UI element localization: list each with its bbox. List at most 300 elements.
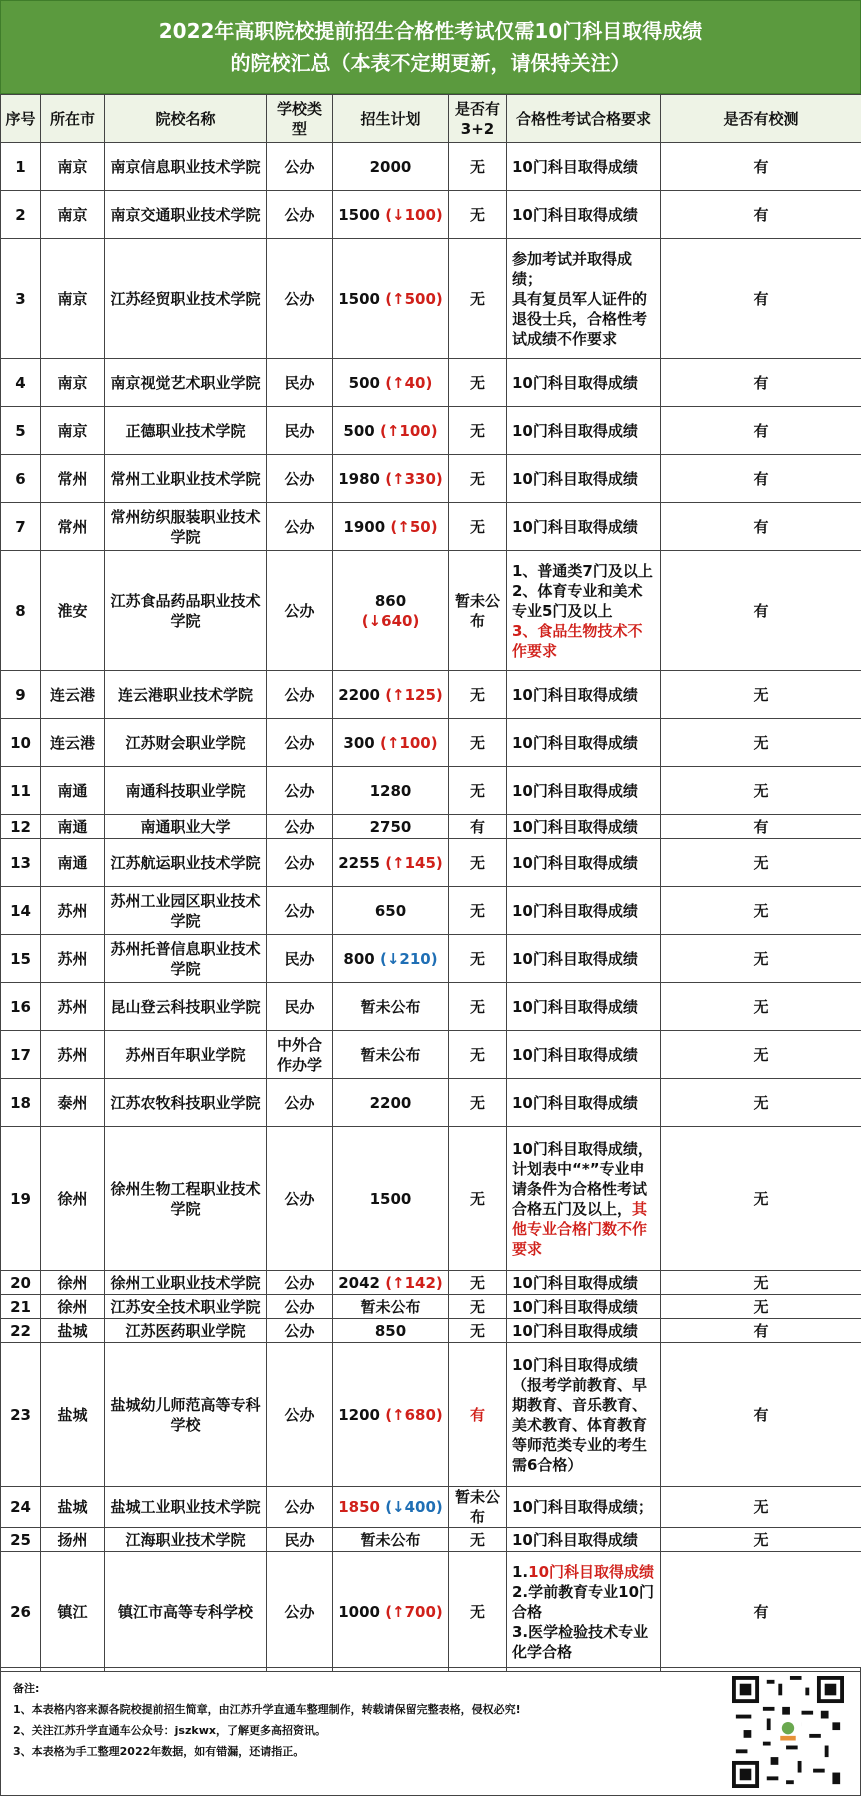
has-3plus2: 无 <box>469 469 485 488</box>
school-name: 江苏财会职业学院 <box>125 733 246 752</box>
has-school-test: 有 <box>753 517 769 536</box>
cell-requirement <box>507 407 661 455</box>
cell-city <box>41 671 105 719</box>
school-type: 公办 <box>284 685 315 704</box>
requirement-text: 10门科目取得成绩 <box>512 1321 638 1340</box>
school-name: 常州纺织服装职业技术学院 <box>110 507 261 546</box>
cell-no <box>1 983 41 1031</box>
cell-3plus2 <box>449 1079 507 1127</box>
cell-plan <box>333 1343 449 1487</box>
plan-change: (↑142) <box>385 1273 443 1292</box>
cell-test <box>661 143 861 191</box>
cell-3plus2 <box>449 407 507 455</box>
cell-school <box>105 503 267 551</box>
plan-change: (↑500) <box>385 289 443 308</box>
cell-type <box>267 1487 333 1528</box>
cell-no <box>1 503 41 551</box>
has-school-test: 无 <box>753 733 769 752</box>
table-row <box>1 1528 861 1552</box>
cell-plan <box>333 839 449 887</box>
cell-requirement <box>507 1079 661 1127</box>
has-school-test: 有 <box>753 469 769 488</box>
table-row <box>1 1127 861 1271</box>
cell-type <box>267 887 333 935</box>
school-name: 江苏食品药品职业技术学院 <box>110 591 261 630</box>
cell-school <box>105 839 267 887</box>
has-3plus2: 无 <box>469 421 485 440</box>
cell-no <box>1 1552 41 1672</box>
cell-school <box>105 1031 267 1079</box>
cell-type <box>267 551 333 671</box>
cell-3plus2 <box>449 1552 507 1672</box>
requirement-text: 10门科目取得成绩 <box>512 205 638 224</box>
has-school-test: 无 <box>753 1498 769 1516</box>
requirement-text: 10门科目取得成绩 <box>512 373 638 392</box>
cell-no <box>1 671 41 719</box>
cell-3plus2 <box>449 767 507 815</box>
school-name: 盐城工业职业技术学院 <box>110 1498 261 1516</box>
cell-no <box>1 551 41 671</box>
city-name: 常州 <box>57 517 88 536</box>
plan-change: (↑40) <box>385 373 433 392</box>
school-name: 常州工业职业技术学院 <box>110 469 261 488</box>
has-school-test: 无 <box>753 1189 769 1208</box>
row-number: 9 <box>15 685 26 704</box>
row-number: 7 <box>15 517 26 536</box>
cell-no <box>1 1319 41 1343</box>
row-number: 26 <box>10 1602 31 1621</box>
school-name: 徐州生物工程职业技术学院 <box>110 1179 261 1218</box>
cell-type <box>267 455 333 503</box>
qr-code-icon <box>732 1676 844 1788</box>
city-name: 南通 <box>57 817 88 836</box>
row-number: 23 <box>10 1405 31 1424</box>
plan-value: 2000 <box>369 157 412 176</box>
requirement-prefix: 1. <box>512 1562 529 1581</box>
header-requirement: 合格性考试合格要求 <box>507 95 661 143</box>
requirement-text: 10门科目取得成绩 <box>512 949 638 968</box>
cell-school <box>105 1295 267 1319</box>
has-school-test: 有 <box>753 817 769 836</box>
cell-plan <box>333 1127 449 1271</box>
notes <box>0 1667 861 1796</box>
header-school: 院校名称 <box>105 95 267 143</box>
cell-requirement <box>507 455 661 503</box>
table-row <box>1 239 861 359</box>
cell-3plus2 <box>449 887 507 935</box>
row-number: 3 <box>15 289 26 308</box>
row-number: 19 <box>10 1189 31 1208</box>
plan-change: (↑100) <box>379 421 438 440</box>
cell-no <box>1 719 41 767</box>
title-line-2: 的院校汇总（本表不定期更新，请保持关注） <box>230 51 631 75</box>
table-row <box>1 191 861 239</box>
cell-3plus2 <box>449 1271 507 1295</box>
school-name: 江苏农牧科技职业学院 <box>110 1093 261 1112</box>
cell-requirement <box>507 1127 661 1271</box>
plan-change: (↓400) <box>385 1498 443 1516</box>
plan-value: 500 <box>343 421 375 440</box>
cell-requirement <box>507 767 661 815</box>
schools-table <box>0 94 861 1672</box>
school-name: 南京信息职业技术学院 <box>110 157 261 176</box>
cell-type <box>267 503 333 551</box>
cell-requirement <box>507 143 661 191</box>
city-name: 南京 <box>57 157 88 176</box>
requirement-text: 10门科目取得成绩 <box>512 421 638 440</box>
school-type: 公办 <box>284 601 315 620</box>
school-type: 公办 <box>284 517 315 536</box>
plan-value: 暂未公布 <box>360 1045 421 1064</box>
cell-no <box>1 1079 41 1127</box>
table-row <box>1 671 861 719</box>
cell-city <box>41 719 105 767</box>
cell-no <box>1 1528 41 1552</box>
cell-city <box>41 1079 105 1127</box>
cell-school <box>105 359 267 407</box>
cell-requirement <box>507 191 661 239</box>
cell-type <box>267 1127 333 1271</box>
plan-value: 300 <box>343 733 375 752</box>
row-number: 6 <box>15 469 26 488</box>
school-name: 江苏医药职业学院 <box>125 1321 246 1340</box>
school-name: 江海职业技术学院 <box>125 1530 246 1549</box>
cell-plan <box>333 983 449 1031</box>
requirement-text: 10门科目取得成绩，计划表中“*”专业申请条件为合格性考试合格五门及以上， <box>512 1139 653 1218</box>
row-number: 12 <box>10 817 31 836</box>
cell-test <box>661 767 861 815</box>
cell-test <box>661 503 861 551</box>
plan-change: (↓210) <box>379 949 438 968</box>
table-row <box>1 455 861 503</box>
cell-requirement <box>507 1295 661 1319</box>
school-type: 公办 <box>284 1405 315 1424</box>
cell-requirement <box>507 1031 661 1079</box>
city-name: 苏州 <box>57 1045 88 1064</box>
cell-type <box>267 143 333 191</box>
cell-test <box>661 1487 861 1528</box>
cell-no <box>1 1271 41 1295</box>
cell-city <box>41 983 105 1031</box>
cell-test <box>661 1271 861 1295</box>
cell-no <box>1 887 41 935</box>
cell-no <box>1 815 41 839</box>
has-school-test: 有 <box>753 1602 769 1621</box>
cell-requirement <box>507 1343 661 1487</box>
requirement-text: 参加考试并取得成绩； 具有复员军人证件的退役士兵，合格性考试成绩不作要求 <box>512 249 648 348</box>
city-name: 常州 <box>57 469 88 488</box>
cell-no <box>1 1343 41 1487</box>
city-name: 镇江 <box>57 1602 88 1621</box>
cell-city <box>41 239 105 359</box>
table-row <box>1 839 861 887</box>
school-name: 盐城幼儿师范高等专科学校 <box>110 1395 261 1434</box>
school-type: 公办 <box>284 853 315 872</box>
cell-3plus2 <box>449 1319 507 1343</box>
cell-plan <box>333 767 449 815</box>
requirement-text: 10门科目取得成绩 <box>512 781 638 800</box>
school-type: 公办 <box>284 289 315 308</box>
has-3plus2: 暂未公布 <box>454 591 500 630</box>
cell-3plus2 <box>449 1487 507 1528</box>
row-number: 10 <box>10 733 31 752</box>
cell-test <box>661 1295 861 1319</box>
cell-plan <box>333 1319 449 1343</box>
city-name: 徐州 <box>57 1297 88 1316</box>
cell-city <box>41 143 105 191</box>
cell-school <box>105 191 267 239</box>
cell-school <box>105 935 267 983</box>
city-name: 苏州 <box>57 949 88 968</box>
table-row <box>1 1079 861 1127</box>
cell-city <box>41 191 105 239</box>
school-type: 中外合作办学 <box>276 1035 322 1074</box>
has-3plus2: 无 <box>469 1602 485 1621</box>
has-school-test: 有 <box>753 289 769 308</box>
header-city: 所在市 <box>41 95 105 143</box>
school-name: 连云港职业技术学院 <box>117 685 253 704</box>
header-no: 序号 <box>1 95 41 143</box>
cell-school <box>105 983 267 1031</box>
has-school-test: 无 <box>753 853 769 872</box>
cell-school <box>105 551 267 671</box>
plan-value: 2750 <box>369 817 412 836</box>
has-3plus2: 无 <box>469 289 485 308</box>
cell-test <box>661 1319 861 1343</box>
cell-school <box>105 455 267 503</box>
cell-type <box>267 407 333 455</box>
table-row <box>1 935 861 983</box>
table-row <box>1 1031 861 1079</box>
table-row <box>1 1552 861 1672</box>
row-number: 24 <box>10 1498 31 1516</box>
cell-city <box>41 839 105 887</box>
city-name: 南京 <box>57 289 88 308</box>
plan-value: 1500 <box>338 205 380 224</box>
requirement-text: 10门科目取得成绩 <box>512 1273 638 1292</box>
cell-city <box>41 767 105 815</box>
cell-test <box>661 935 861 983</box>
cell-plan <box>333 815 449 839</box>
cell-type <box>267 1079 333 1127</box>
plan-value: 860 <box>374 591 407 610</box>
has-3plus2: 无 <box>469 517 485 536</box>
has-school-test: 有 <box>753 1321 769 1340</box>
has-3plus2: 有 <box>469 817 485 836</box>
table-row <box>1 815 861 839</box>
table-row <box>1 407 861 455</box>
cell-requirement <box>507 839 661 887</box>
has-3plus2: 无 <box>469 1273 485 1292</box>
cell-school <box>105 1528 267 1552</box>
requirement-text: 10门科目取得成绩（报考学前教育、早期教育、音乐教育、美术教育、体育教育等师范类专业的考生需6合格） <box>512 1355 648 1474</box>
city-name: 南通 <box>57 853 88 872</box>
table-row <box>1 1487 861 1528</box>
cell-school <box>105 1079 267 1127</box>
school-type: 公办 <box>284 1602 315 1621</box>
requirement-text: 10门科目取得成绩 <box>512 817 638 836</box>
has-school-test: 有 <box>753 601 769 620</box>
school-type: 公办 <box>284 1321 315 1340</box>
cell-requirement <box>507 359 661 407</box>
plan-value: 2200 <box>369 1093 412 1112</box>
city-name: 盐城 <box>57 1405 88 1424</box>
has-3plus2: 无 <box>469 373 485 392</box>
cell-plan <box>333 1031 449 1079</box>
school-type: 民办 <box>284 1530 315 1549</box>
has-school-test: 有 <box>753 373 769 392</box>
cell-test <box>661 1031 861 1079</box>
cell-3plus2 <box>449 935 507 983</box>
city-name: 泰州 <box>57 1093 88 1112</box>
cell-3plus2 <box>449 1528 507 1552</box>
note-2: 2、关注江苏升学直通车公众号：jszkwx，了解更多高招资讯。 <box>13 1724 326 1737</box>
row-number: 18 <box>10 1093 31 1112</box>
cell-test <box>661 1127 861 1271</box>
school-type: 公办 <box>284 205 315 224</box>
cell-city <box>41 1319 105 1343</box>
cell-school <box>105 671 267 719</box>
requirement-text: 10门科目取得成绩 <box>512 901 638 920</box>
has-school-test: 有 <box>753 157 769 176</box>
city-name: 连云港 <box>49 733 95 752</box>
city-name: 淮安 <box>57 601 88 620</box>
requirement-text: 10门科目取得成绩 <box>512 157 638 176</box>
header-row <box>1 95 861 143</box>
cell-city <box>41 407 105 455</box>
cell-school <box>105 1552 267 1672</box>
cell-school <box>105 143 267 191</box>
cell-city <box>41 815 105 839</box>
cell-type <box>267 1295 333 1319</box>
school-name: 苏州托普信息职业技术学院 <box>110 939 261 978</box>
plan-change: (↓100) <box>385 205 443 224</box>
cell-type <box>267 1528 333 1552</box>
city-name: 盐城 <box>57 1321 88 1340</box>
has-school-test: 有 <box>753 421 769 440</box>
school-type: 民办 <box>284 949 315 968</box>
school-name: 苏州百年职业学院 <box>125 1045 246 1064</box>
school-name: 南京交通职业技术学院 <box>110 205 261 224</box>
cell-no <box>1 1031 41 1079</box>
cell-plan <box>333 143 449 191</box>
header-type: 学校类型 <box>267 95 333 143</box>
cell-no <box>1 767 41 815</box>
cell-plan <box>333 239 449 359</box>
cell-requirement <box>507 1552 661 1672</box>
plan-value: 2042 <box>338 1273 380 1292</box>
cell-city <box>41 887 105 935</box>
cell-school <box>105 1271 267 1295</box>
cell-type <box>267 359 333 407</box>
row-number: 15 <box>10 949 31 968</box>
cell-no <box>1 407 41 455</box>
row-number: 25 <box>10 1530 31 1549</box>
cell-test <box>661 359 861 407</box>
table-row <box>1 1319 861 1343</box>
row-number: 11 <box>10 781 31 800</box>
plan-value: 1000 <box>338 1602 380 1621</box>
cell-plan <box>333 1295 449 1319</box>
has-school-test: 无 <box>753 1530 769 1549</box>
cell-city <box>41 503 105 551</box>
cell-3plus2 <box>449 1127 507 1271</box>
cell-plan <box>333 719 449 767</box>
header-plan: 招生计划 <box>333 95 449 143</box>
cell-test <box>661 1528 861 1552</box>
cell-3plus2 <box>449 1031 507 1079</box>
school-name: 苏州工业园区职业技术学院 <box>110 891 261 930</box>
cell-3plus2 <box>449 815 507 839</box>
cell-type <box>267 671 333 719</box>
school-name: 正德职业技术学院 <box>125 421 246 440</box>
row-number: 13 <box>10 853 31 872</box>
requirement-highlight: 其他专业合格门数不作要求 <box>512 1199 648 1258</box>
school-type: 民办 <box>284 421 315 440</box>
row-number: 2 <box>15 205 26 224</box>
cell-plan <box>333 407 449 455</box>
cell-3plus2 <box>449 983 507 1031</box>
plan-value: 1280 <box>369 781 412 800</box>
cell-3plus2 <box>449 671 507 719</box>
school-name: 南通科技职业学院 <box>125 781 246 800</box>
city-name: 苏州 <box>57 901 88 920</box>
cell-city <box>41 1271 105 1295</box>
plan-change: (↑700) <box>385 1602 443 1621</box>
cell-3plus2 <box>449 1295 507 1319</box>
cell-plan <box>333 935 449 983</box>
cell-test <box>661 1343 861 1487</box>
table-row <box>1 983 861 1031</box>
plan-change: (↑145) <box>385 853 443 872</box>
requirement-text: 10门科目取得成绩 <box>512 733 638 752</box>
has-school-test: 无 <box>753 1297 769 1316</box>
cell-requirement <box>507 887 661 935</box>
plan-change: (↑100) <box>379 733 438 752</box>
school-type: 公办 <box>284 1273 315 1292</box>
cell-requirement <box>507 671 661 719</box>
cell-test <box>661 671 861 719</box>
cell-city <box>41 935 105 983</box>
plan-change: (↑50) <box>390 517 438 536</box>
cell-no <box>1 1487 41 1528</box>
row-number: 16 <box>10 997 31 1016</box>
cell-requirement <box>507 1319 661 1343</box>
city-name: 徐州 <box>57 1273 88 1292</box>
cell-school <box>105 1127 267 1271</box>
cell-school <box>105 1343 267 1487</box>
cell-school <box>105 407 267 455</box>
cell-plan <box>333 455 449 503</box>
cell-3plus2 <box>449 359 507 407</box>
cell-type <box>267 1343 333 1487</box>
cell-3plus2 <box>449 1343 507 1487</box>
cell-test <box>661 551 861 671</box>
has-3plus2: 无 <box>469 1045 485 1064</box>
cell-type <box>267 719 333 767</box>
cell-test <box>661 407 861 455</box>
header-test: 是否有校测 <box>661 95 861 143</box>
row-number: 8 <box>15 601 26 620</box>
cell-requirement <box>507 983 661 1031</box>
cell-requirement <box>507 503 661 551</box>
cell-requirement <box>507 815 661 839</box>
cell-no <box>1 1295 41 1319</box>
requirement-text: 10门科目取得成绩 <box>512 1045 638 1064</box>
cell-school <box>105 887 267 935</box>
cell-test <box>661 455 861 503</box>
cell-school <box>105 767 267 815</box>
